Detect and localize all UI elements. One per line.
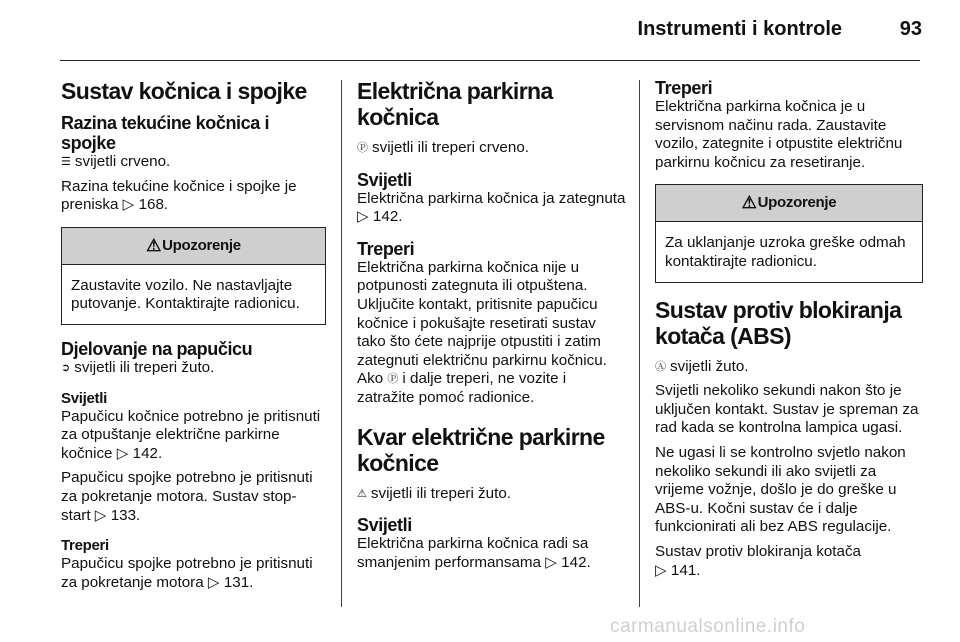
column-3 bbox=[655, 78, 923, 586]
warning-header: ⚠Upozorenje bbox=[62, 228, 325, 265]
page-ref[interactable]: 133. bbox=[110, 506, 141, 524]
fluid-level-paragraph: Razina tekućine kočnice i spojke je preniska ▷ 168. bbox=[61, 177, 297, 214]
parking-brake-fault-intro: ⚠ svijetli ili treperi žuto. bbox=[357, 484, 511, 502]
section-title-brake-clutch: Sustav kočnica i spojke bbox=[61, 78, 307, 104]
warning-header: ⚠Upozorenje bbox=[656, 185, 922, 222]
treperi-paragraph: Papučicu spojke potrebno je pritisnuti za pokretanje motora ▷ 131. bbox=[61, 555, 313, 591]
page-ref-arrow-icon: ▷ bbox=[207, 573, 220, 591]
page-header-title: Instrumenti i kontrole bbox=[637, 18, 842, 40]
section-title-abs: Sustav protiv blokiranja kotača (ABS) bbox=[655, 296, 902, 349]
page-ref[interactable]: 168. bbox=[138, 196, 169, 214]
heading-svijetli: Svijetli bbox=[61, 389, 107, 407]
abs-paragraph-2: Ne ugasi li se kontrolno svjetlo nakon nekoliko sekundi ili ako svijetli za vrijeme vožnje, došlo je do greške u ABS-u. Kočni sustav će i dalje funkcionirati ali bez ABS regulacije. bbox=[655, 443, 906, 536]
subsection-title-pedal: Djelovanje na papučicu bbox=[61, 338, 253, 359]
heading-treperi: Treperi bbox=[357, 238, 415, 259]
pedal-indicator-text: ➲ svijetli ili treperi žuto. bbox=[61, 358, 215, 376]
subsection-title-fluid-level: Razina tekućine kočnica i spojke bbox=[61, 113, 270, 153]
warning-box bbox=[61, 227, 326, 325]
heading-svijetli: Svijetli bbox=[357, 169, 412, 190]
watermark: carmanualsonline.info bbox=[610, 616, 806, 637]
warning-triangle-icon: ⚠ bbox=[146, 235, 162, 255]
page-ref-arrow-icon: ▷ bbox=[357, 208, 369, 226]
column-1 bbox=[61, 78, 326, 598]
warning-body: Zaustavite vozilo. Ne nastavljajte putovanje. Kontaktirajte radionicu. bbox=[71, 276, 300, 313]
page-ref[interactable]: 142. bbox=[372, 208, 403, 226]
abs-intro: Ⓐ svijetli žuto. bbox=[655, 357, 749, 375]
section-title-parking-brake-fault: Kvar električne parkirne kočnice bbox=[357, 423, 605, 476]
treperi-paragraph: Električna parkirna kočnica je u servisnom načinu rada. Zaustavite vozilo, zategnite i otpustite električnu parkirnu kočnicu za resetiranje. bbox=[655, 98, 903, 171]
heading-svijetli: Svijetli bbox=[357, 515, 412, 536]
page-ref[interactable]: 131. bbox=[223, 573, 254, 591]
abs-paragraph-1: Svijetli nekoliko sekundi nakon što je uključen kontakt. Sustav je spreman za rad kada se kontrolna lampica ugasi. bbox=[655, 382, 919, 437]
section-title-parking-brake: Električna parkirna kočnica bbox=[357, 78, 553, 130]
abs-paragraph-3: Sustav protiv blokiranja kotača ▷ 141. bbox=[655, 542, 861, 579]
warning-triangle-icon: ⚠ bbox=[741, 193, 757, 213]
page-ref-arrow-icon: ▷ bbox=[655, 561, 667, 579]
header-rule bbox=[60, 60, 920, 61]
page-ref[interactable]: 142. bbox=[132, 444, 163, 462]
page-number: 93 bbox=[899, 18, 922, 40]
column-2 bbox=[357, 78, 627, 578]
foot-pedal-icon: ➲ bbox=[61, 361, 71, 374]
fault-svijetli-paragraph: Električna parkirna kočnica radi sa smanjenim performansama ▷ 142. bbox=[357, 535, 591, 571]
warning-box bbox=[655, 184, 923, 282]
page-ref[interactable]: 141. bbox=[670, 561, 701, 579]
svijetli-paragraph-1: Papučicu kočnice potrebno je pritisnuti za otpuštanje električne parkirne kočnice ▷ 142. bbox=[61, 407, 321, 462]
heading-treperi: Treperi bbox=[61, 537, 109, 555]
page-ref-arrow-icon: ▷ bbox=[94, 506, 107, 524]
svijetli-paragraph: Električna parkirna kočnica ja zategnuta ▷ 142. bbox=[357, 189, 626, 226]
brake-fluid-icon: ☰ bbox=[61, 156, 71, 168]
parking-brake-intro: Ⓟ svijetli ili treperi crveno. bbox=[357, 139, 529, 156]
fluid-level-indicator-text: ☰ svijetli crveno. bbox=[61, 153, 171, 170]
page-ref-arrow-icon: ▷ bbox=[545, 553, 557, 571]
treperi-paragraph: Električna parkirna kočnica nije u potpunosti zategnuta ili otpuštena. Uključite kontakt, pritisnite papučicu kočnice i pokušajte resetirati sustav tako što ćete najprije otpustiti i zatim zategnuti električnu parkirnu kočnicu. Ako Ⓟ i dalje treperi, ne vozite i zatražite pomoć radionice. bbox=[357, 258, 607, 406]
parking-brake-icon: Ⓟ bbox=[357, 142, 368, 154]
svijetli-paragraph-2: Papučicu spojke potrebno je pritisnuti za pokretanje motora. Sustav stop-start ▷ 133. bbox=[61, 469, 313, 524]
abs-icon: Ⓐ bbox=[655, 360, 666, 373]
page-ref-arrow-icon: ▷ bbox=[116, 444, 129, 462]
heading-treperi: Treperi bbox=[655, 78, 713, 98]
column-separator-1 bbox=[341, 80, 342, 607]
page-ref[interactable]: 142. bbox=[561, 553, 591, 571]
parking-brake-icon: Ⓟ bbox=[387, 373, 399, 386]
warning-body: Za uklanjanje uzroka greške odmah kontaktirajte radionicu. bbox=[665, 234, 906, 270]
page-ref-arrow-icon: ▷ bbox=[122, 196, 135, 214]
parking-brake-fault-icon: ⚠ bbox=[357, 487, 367, 500]
column-separator-2 bbox=[639, 80, 640, 607]
